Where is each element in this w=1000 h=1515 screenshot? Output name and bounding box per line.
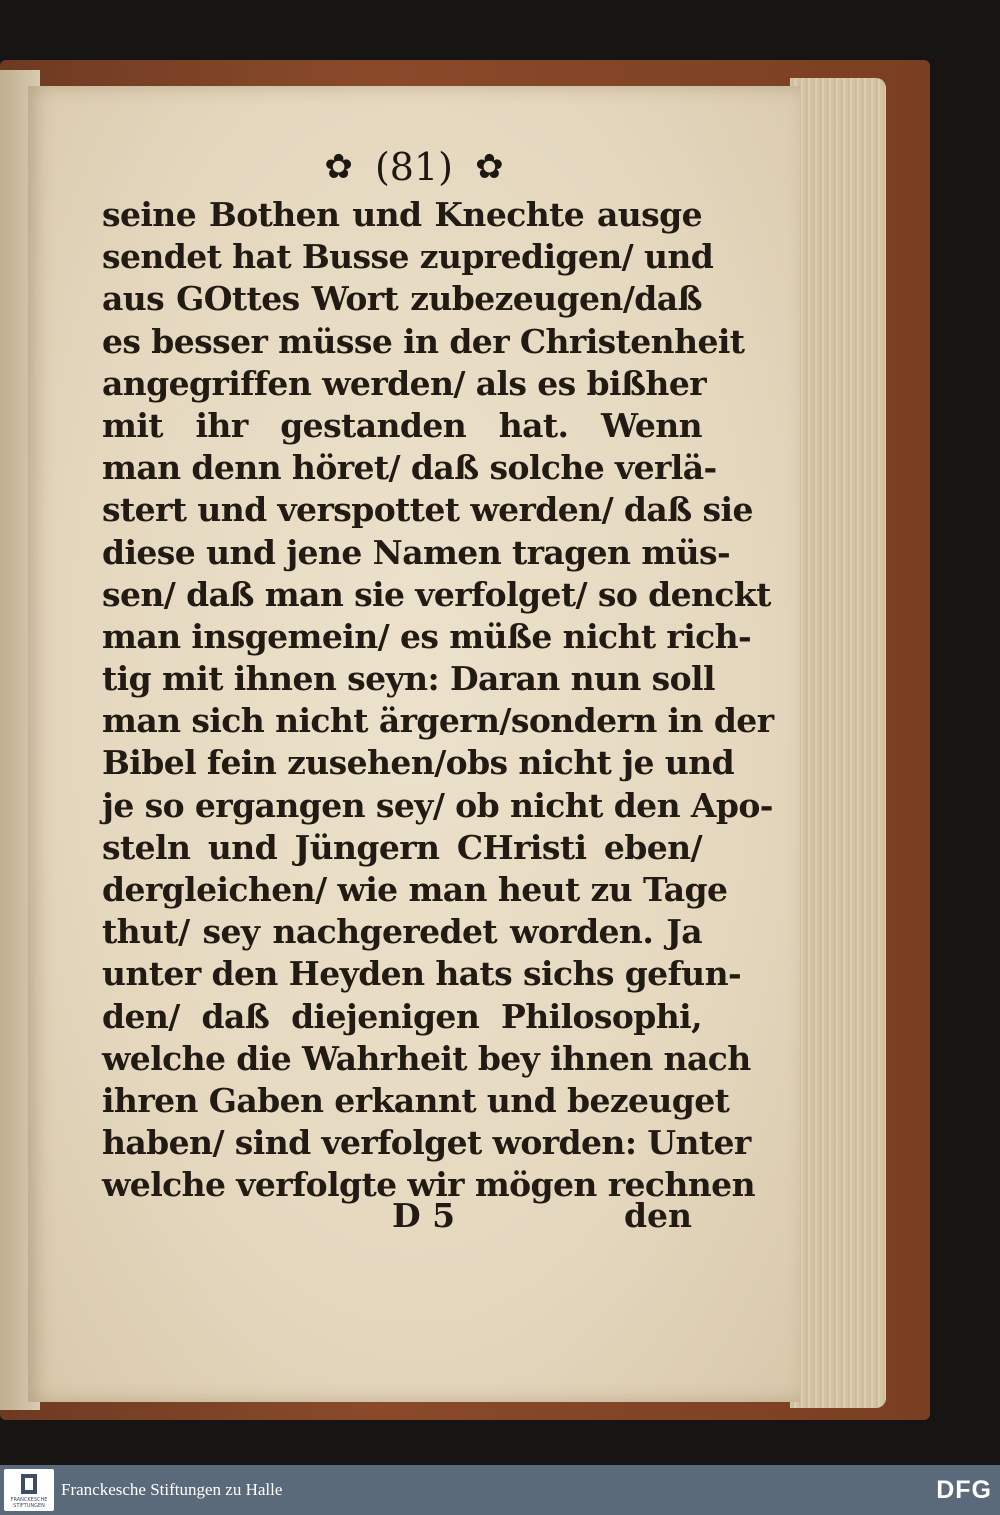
body-text [102,194,774,1207]
text-line: stert und verspottet werden/ daß sie [102,490,753,530]
text-line: unter den Heyden hats sichs gefun- [102,954,742,994]
text-line: man sich nicht ärgern/sondern in der [102,701,774,741]
text-line: es besser müsse in der Christenheit [102,321,745,361]
building-icon [21,1474,37,1494]
ornament-right-icon: ✿ [475,146,504,187]
catch-line [102,1196,702,1246]
text-line: ihren Gaben erkannt und bezeuget [102,1080,730,1120]
text-line: den/ daß diejenigen Philosophi, [102,996,702,1036]
text-line: seine Bothen und Knechte ausge [102,195,702,234]
text-line: welche die Wahrheit bey ihnen nach [102,1038,751,1078]
text-line: diese und jene Namen tragen müs- [102,532,731,572]
text-line: haben/ sind verfolget worden: Unter [102,1123,751,1163]
text-line: tig mit ihnen seyn: Daran nun soll [102,659,715,699]
page-edges [790,78,886,1408]
text-line: aus GOttes Wort zubezeugen/daß [102,279,702,319]
franckesche-stiftungen-logo[interactable] [4,1469,54,1511]
text-line: thut/ sey nachgeredet worden. Ja [102,912,702,952]
catchword: den [623,1196,692,1235]
signature-mark: D 5 [392,1196,456,1235]
logo-text: FRANCKESCHE STIFTUNGEN [10,1497,48,1509]
page-number: (81) [374,144,453,189]
text-line: angegriffen werden/ als es bißher [102,363,707,403]
institution-name[interactable]: Franckesche Stiftungen zu Halle [61,1480,283,1499]
text-line: mit ihr gestanden hat. Wenn [102,405,702,445]
text-line: sendet hat Busse zupredigen/ und [102,237,714,277]
text-line: sen/ daß man sie verfolget/ so denckt [102,574,771,614]
footer-bar [0,1465,1000,1515]
text-line: dergleichen/ wie man heut zu Tage [102,870,728,909]
running-head [28,141,800,189]
text-line: steln und Jüngern CHristi eben/ [102,827,702,867]
text-line: welche verfolgte wir mögen rechnen [102,1165,755,1205]
text-line: Bibel fein zusehen/obs nicht je und [102,743,735,783]
book-page [28,86,800,1402]
text-line: je so ergangen sey/ ob nicht den Apo- [102,785,773,825]
text-line: man insgemein/ es müße nicht rich- [102,616,752,656]
dfg-logo[interactable]: DFG [936,1476,992,1504]
ornament-left-icon: ✿ [324,146,353,187]
text-line: man denn höret/ daß solche verlä- [102,448,717,488]
